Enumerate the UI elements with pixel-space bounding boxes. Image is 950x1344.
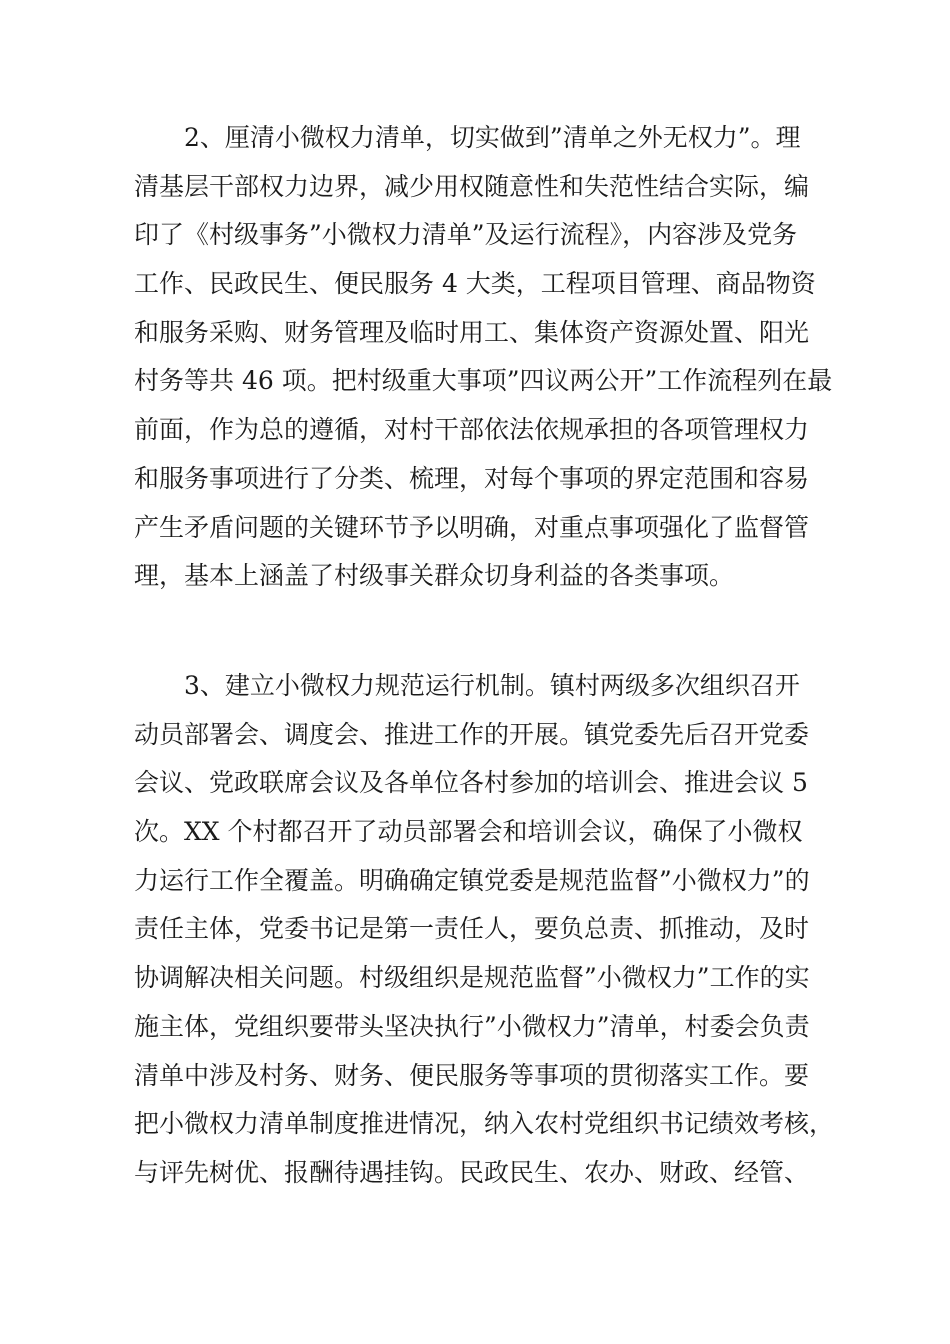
text-line: 力运行工作全覆盖。明确确定镇党委是规范监督”小微权力”的 (134, 865, 810, 895)
text-line: 工作、民政民生、便民服务 4 大类，工程项目管理、商品物资 (134, 269, 816, 299)
text-line: 2、厘清小微权力清单，切实做到”清单之外无权力”。理 (184, 123, 801, 152)
paragraph-operating-mechanism (134, 662, 834, 1198)
text-line: 和服务采购、财务管理及临时用工、集体资产资源处置、阳光 (134, 317, 810, 347)
text-line: 责任主体，党委书记是第一责任人，要负总责、抓推动，及时 (134, 914, 810, 944)
text-line: 动员部署会、调度会、推进工作的开展。镇党委先后召开党委 (134, 719, 810, 749)
text-line: 清单中涉及村务、财务、便民服务等事项的贯彻落实工作。要 (134, 1060, 810, 1090)
text-line: 和服务事项进行了分类、梳理，对每个事项的界定范围和容易 (134, 463, 810, 493)
text-line: 协调解决相关问题。村级组织是规范监督”小微权力”工作的实 (134, 963, 810, 993)
text-line: 会议、党政联席会议及各单位各村参加的培训会、推进会议 5 (134, 768, 808, 798)
paragraph-power-list (134, 114, 834, 601)
text-line: 清基层干部权力边界，减少用权随意性和失范性结合实际，编 (134, 171, 810, 201)
text-line: 3、建立小微权力规范运行机制。镇村两级多次组织召开 (184, 671, 800, 700)
text-line: 印了《村级事务”小微权力清单”及运行流程》，内容涉及党务 (134, 220, 798, 250)
text-line: 次。XX 个村都召开了动员部署会和培训会议，确保了小微权 (134, 817, 803, 847)
text-line: 与评先树优、报酬待遇挂钩。民政民生、农办、财政、经管、 (134, 1157, 810, 1187)
text-line: 把小微权力清单制度推进情况，纳入农村党组织书记绩效考核， (134, 1109, 835, 1139)
text-line: 理，基本上涵盖了村级事关群众切身利益的各类事项。 (134, 561, 735, 591)
text-line: 产生矛盾问题的关键环节予以明确，对重点事项强化了监督管 (134, 512, 810, 542)
text-line: 村务等共 46 项。把村级重大事项”四议两公开”工作流程列在最 (134, 366, 833, 396)
text-line: 施主体，党组织要带头坚决执行”小微权力”清单，村委会负责 (134, 1011, 810, 1041)
text-line: 前面，作为总的遵循，对村干部依法依规承担的各项管理权力 (134, 415, 810, 445)
